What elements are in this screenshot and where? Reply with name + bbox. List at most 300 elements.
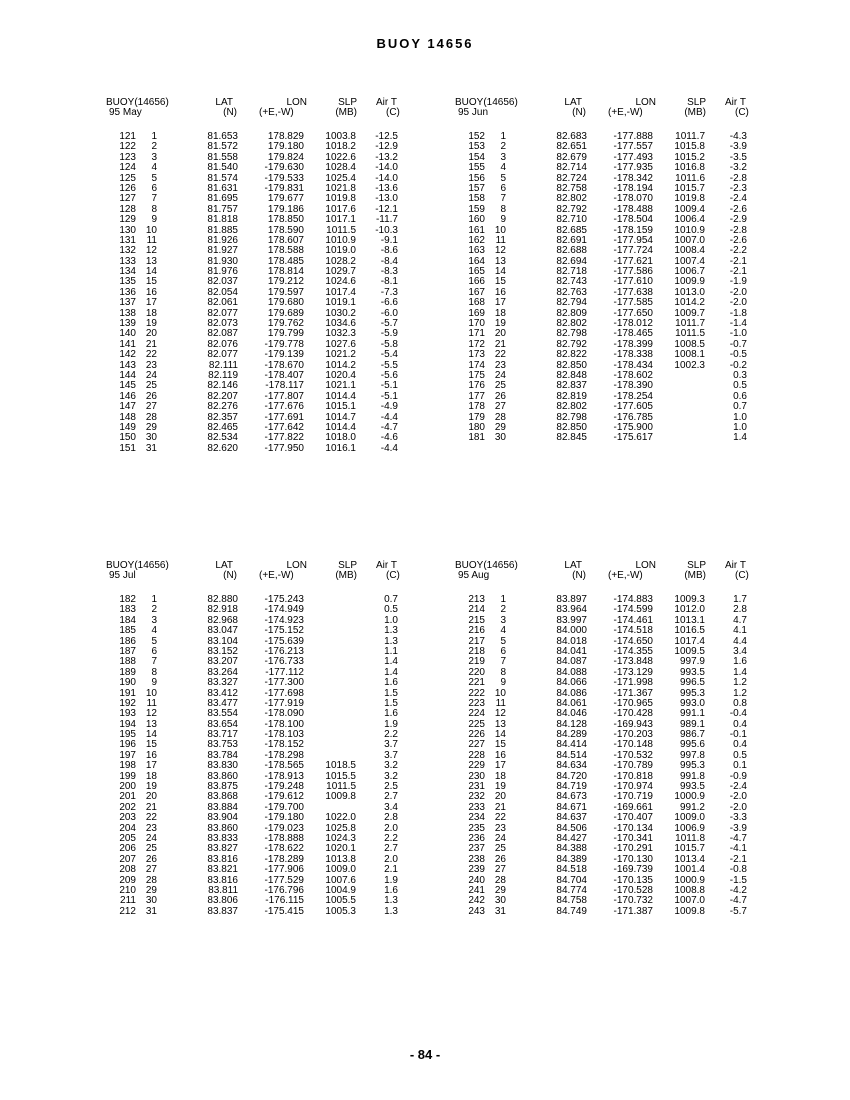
air-temperature-cell: -1.0	[729, 328, 747, 340]
longitude-cell: -178.622	[264, 843, 304, 855]
day-of-month-cell: 20	[145, 328, 157, 340]
sea-level-pressure-cell: 1020.1	[325, 843, 356, 855]
air-temperature-cell: 2.2	[384, 729, 398, 741]
sea-level-pressure-cell: 1007.4	[674, 255, 705, 267]
day-of-month-cell: 8	[500, 203, 506, 215]
latitude-cell: 83.327	[207, 677, 238, 689]
day-of-year-cell: 125	[119, 172, 136, 184]
longitude-cell: -178.488	[613, 203, 653, 215]
day-of-year-cell: 222	[468, 687, 485, 699]
header-slp: SLP	[338, 97, 357, 108]
day-of-year-cell: 173	[468, 349, 485, 361]
air-temperature-cell: -0.7	[729, 338, 747, 350]
sea-level-pressure-cell: 1009.5	[674, 645, 705, 657]
longitude-cell: -171.367	[613, 687, 653, 699]
longitude-cell: -170.528	[613, 884, 653, 896]
longitude-cell: -170.428	[613, 708, 653, 720]
day-of-year-cell: 223	[468, 697, 485, 709]
air-temperature-cell: -4.9	[380, 401, 398, 413]
sea-level-pressure-cell: 1019.0	[325, 245, 356, 257]
day-of-month-cell: 1	[500, 131, 506, 142]
air-temperature-cell: -11.7	[375, 214, 398, 226]
air-temperature-cell: -12.9	[375, 141, 398, 153]
day-of-year-cell: 230	[468, 770, 485, 782]
day-of-year-cell: 204	[119, 822, 136, 834]
sea-level-pressure-cell: 1019.8	[325, 193, 356, 205]
latitude-cell: 83.830	[207, 760, 238, 772]
latitude-cell: 82.037	[207, 276, 238, 288]
table-row	[106, 865, 426, 875]
sea-level-pressure-cell: 1022.0	[325, 812, 356, 824]
latitude-cell: 83.884	[207, 801, 238, 813]
air-temperature-cell: -2.1	[729, 853, 747, 865]
air-temperature-cell: 2.8	[384, 812, 398, 824]
longitude-cell: 179.824	[267, 151, 304, 163]
latitude-cell: 82.691	[556, 234, 587, 246]
day-of-year-cell: 147	[119, 401, 136, 413]
latitude-cell: 81.927	[207, 245, 238, 257]
air-temperature-cell: -4.4	[380, 442, 398, 454]
latitude-cell: 83.753	[207, 739, 238, 751]
longitude-cell: -178.070	[613, 193, 653, 205]
latitude-cell: 84.414	[556, 739, 587, 751]
latitude-cell: 82.743	[556, 276, 587, 288]
day-of-month-cell: 2	[151, 604, 157, 616]
sea-level-pressure-cell: 1011.5	[326, 781, 356, 793]
header-id: BUOY(14656)	[455, 560, 518, 571]
day-of-month-cell: 30	[145, 432, 157, 444]
latitude-cell: 84.066	[556, 677, 587, 689]
longitude-cell: -175.415	[264, 905, 304, 917]
latitude-cell: 82.111	[208, 359, 238, 371]
sea-level-pressure-cell: 1014.2	[325, 359, 356, 371]
air-temperature-cell: 2.2	[384, 832, 398, 844]
air-temperature-cell: -8.6	[380, 245, 398, 257]
day-of-year-cell: 227	[468, 739, 485, 751]
sea-level-pressure-cell: 986.7	[679, 729, 705, 741]
day-of-year-cell: 220	[468, 666, 485, 678]
latitude-cell: 82.620	[207, 442, 238, 454]
sea-level-pressure-cell: 1020.4	[325, 369, 356, 381]
latitude-cell: 83.897	[556, 594, 587, 605]
longitude-cell: -177.676	[264, 401, 304, 413]
longitude-cell: -170.789	[613, 760, 653, 772]
air-temperature-cell: -3.9	[729, 141, 747, 153]
sea-level-pressure-cell: 1011.7	[675, 318, 705, 330]
air-temperature-cell: -0.5	[729, 349, 747, 361]
day-of-month-cell: 19	[145, 318, 157, 330]
latitude-cell: 82.077	[207, 349, 238, 361]
latitude-cell: 83.833	[207, 832, 238, 844]
day-of-year-cell: 168	[468, 297, 485, 309]
latitude-cell: 81.926	[207, 234, 238, 246]
longitude-cell: -179.139	[264, 349, 304, 361]
day-of-month-cell: 24	[494, 832, 506, 844]
air-temperature-cell: -2.8	[729, 224, 747, 236]
day-of-month-cell: 4	[500, 625, 506, 637]
latitude-cell: 84.518	[556, 864, 587, 876]
day-of-month-cell: 20	[494, 791, 506, 803]
day-of-year-cell: 129	[119, 214, 136, 226]
latitude-cell: 83.104	[207, 635, 238, 647]
day-of-year-cell: 183	[119, 604, 136, 616]
day-of-year-cell: 163	[468, 245, 485, 257]
day-of-year-cell: 148	[119, 411, 136, 423]
day-of-month-cell: 22	[145, 812, 157, 824]
latitude-cell: 82.837	[556, 380, 587, 392]
longitude-cell: -170.130	[613, 853, 653, 865]
air-temperature-cell: 2.8	[733, 604, 747, 616]
sea-level-pressure-cell: 1009.9	[674, 276, 705, 288]
day-of-month-cell: 17	[494, 297, 506, 309]
latitude-cell: 82.822	[556, 349, 587, 361]
latitude-cell: 84.720	[556, 770, 587, 782]
day-of-month-cell: 24	[145, 832, 157, 844]
day-of-year-cell: 214	[468, 604, 485, 616]
day-of-year-cell: 165	[468, 266, 485, 278]
air-temperature-cell: -10.3	[375, 224, 398, 236]
air-temperature-cell: 2.1	[384, 864, 398, 876]
longitude-cell: -171.387	[613, 905, 653, 917]
longitude-cell: 179.212	[267, 276, 304, 288]
latitude-cell: 83.784	[207, 749, 238, 761]
air-temperature-cell: 1.6	[384, 884, 398, 896]
sea-level-pressure-cell: 1016.8	[674, 162, 705, 174]
day-of-month-cell: 15	[145, 276, 157, 288]
header-air-unit: (C)	[735, 570, 749, 582]
longitude-cell: -174.949	[264, 604, 304, 616]
day-of-month-cell: 13	[494, 255, 506, 267]
day-of-month-cell: 15	[494, 739, 506, 751]
longitude-cell: -171.998	[613, 677, 653, 689]
air-temperature-cell: 1.0	[733, 421, 747, 433]
day-of-year-cell: 209	[119, 874, 136, 886]
day-of-year-cell: 164	[468, 255, 485, 267]
day-of-year-cell: 136	[119, 286, 136, 298]
day-of-year-cell: 205	[119, 832, 136, 844]
header-air: Air T	[376, 560, 397, 571]
longitude-cell: -176.733	[264, 656, 304, 668]
latitude-cell: 83.654	[207, 718, 238, 730]
latitude-cell: 83.964	[556, 604, 587, 616]
air-temperature-cell: -2.2	[729, 245, 747, 257]
day-of-month-cell: 23	[145, 822, 157, 834]
longitude-cell: -170.732	[613, 895, 653, 907]
air-temperature-cell: 2.5	[384, 781, 398, 793]
day-of-month-cell: 6	[500, 645, 506, 657]
longitude-cell: -176.785	[613, 411, 653, 423]
air-temperature-cell: -6.0	[380, 307, 398, 319]
day-of-year-cell: 202	[119, 801, 136, 813]
latitude-cell: 81.818	[207, 214, 238, 226]
latitude-cell: 84.046	[556, 708, 587, 720]
air-temperature-cell: 2.0	[384, 822, 398, 834]
longitude-cell: -177.300	[264, 677, 304, 689]
day-of-month-cell: 14	[145, 729, 157, 741]
longitude-cell: -170.291	[613, 843, 653, 855]
day-of-month-cell: 7	[500, 193, 506, 205]
day-of-year-cell: 162	[468, 234, 485, 246]
air-temperature-cell: 3.2	[384, 760, 398, 772]
longitude-cell: -178.913	[264, 770, 304, 782]
latitude-cell: 84.514	[556, 749, 587, 761]
sea-level-pressure-cell: 991.2	[679, 801, 705, 813]
day-of-month-cell: 25	[494, 843, 506, 855]
day-of-month-cell: 5	[500, 635, 506, 647]
day-of-year-cell: 218	[468, 645, 485, 657]
header-air: Air T	[725, 97, 746, 108]
longitude-cell: -174.650	[613, 635, 653, 647]
sea-level-pressure-cell: 1011.5	[326, 224, 356, 236]
sea-level-pressure-cell: 1017.6	[325, 203, 356, 215]
longitude-cell: -178.159	[613, 224, 653, 236]
day-of-month-cell: 7	[151, 656, 157, 668]
sea-level-pressure-cell: 1006.7	[674, 266, 705, 278]
sea-level-pressure-cell: 1019.8	[674, 193, 705, 205]
sea-level-pressure-cell: 1015.8	[674, 141, 705, 153]
latitude-cell: 82.798	[556, 328, 587, 340]
air-temperature-cell: 3.7	[384, 739, 398, 751]
day-of-year-cell: 175	[468, 369, 485, 381]
longitude-cell: -177.586	[613, 266, 653, 278]
day-of-year-cell: 216	[468, 625, 485, 637]
air-temperature-cell: 3.4	[733, 645, 747, 657]
air-temperature-cell: -0.9	[729, 770, 747, 782]
longitude-cell: 178.485	[267, 255, 304, 267]
longitude-cell: -177.112	[265, 666, 304, 678]
longitude-cell: 179.677	[267, 193, 304, 205]
header-id: BUOY(14656)	[106, 560, 169, 571]
latitude-cell: 81.885	[207, 224, 238, 236]
latitude-cell: 84.506	[556, 822, 587, 834]
air-temperature-cell: -5.9	[380, 328, 398, 340]
day-of-month-cell: 23	[145, 359, 157, 371]
day-of-year-cell: 167	[468, 286, 485, 298]
table-body	[106, 132, 426, 454]
air-temperature-cell: -0.4	[729, 708, 747, 720]
air-temperature-cell: -2.6	[729, 203, 747, 215]
day-of-year-cell: 187	[119, 645, 136, 657]
latitude-cell: 82.758	[556, 182, 587, 194]
header-slp-unit: (MB)	[684, 107, 706, 119]
day-of-month-cell: 30	[494, 895, 506, 907]
air-temperature-cell: -14.0	[375, 172, 398, 184]
air-temperature-cell: -4.7	[380, 421, 398, 433]
longitude-cell: -177.529	[264, 874, 304, 886]
day-of-year-cell: 215	[468, 614, 485, 626]
day-of-year-cell: 236	[468, 832, 485, 844]
day-of-month-cell: 22	[494, 812, 506, 824]
header-id: BUOY(14656)	[106, 97, 169, 108]
longitude-cell: -175.900	[613, 421, 653, 433]
longitude-cell: -177.954	[613, 234, 653, 246]
day-of-month-cell: 20	[494, 328, 506, 340]
day-of-year-cell: 212	[119, 905, 136, 917]
sea-level-pressure-cell: 997.8	[679, 749, 705, 761]
day-of-month-cell: 12	[494, 708, 506, 720]
longitude-cell: 179.680	[267, 297, 304, 309]
day-of-month-cell: 15	[145, 739, 157, 751]
sea-level-pressure-cell: 1019.1	[325, 297, 356, 309]
day-of-year-cell: 213	[468, 594, 485, 605]
header-lon-unit: (+E,-W)	[608, 107, 643, 119]
day-of-month-cell: 28	[145, 411, 157, 423]
latitude-cell: 81.757	[207, 203, 238, 215]
day-of-month-cell: 25	[494, 380, 506, 392]
day-of-month-cell: 21	[145, 801, 157, 813]
day-of-month-cell: 4	[500, 162, 506, 174]
latitude-cell: 81.631	[207, 182, 238, 194]
day-of-month-cell: 9	[151, 214, 157, 226]
sea-level-pressure-cell: 1016.5	[674, 625, 705, 637]
longitude-cell: -178.298	[264, 749, 304, 761]
header-lon: LON	[635, 560, 656, 571]
day-of-year-cell: 195	[119, 729, 136, 741]
table-body	[455, 132, 775, 444]
day-of-month-cell: 16	[145, 286, 157, 298]
day-of-month-cell: 2	[500, 141, 506, 153]
day-of-month-cell: 13	[145, 718, 157, 730]
page-number: - 84 -	[409, 1047, 441, 1062]
day-of-month-cell: 4	[151, 625, 157, 637]
air-temperature-cell: -0.2	[729, 359, 747, 371]
latitude-cell: 84.018	[556, 635, 587, 647]
day-of-month-cell: 28	[145, 874, 157, 886]
latitude-cell: 83.806	[207, 895, 238, 907]
day-of-month-cell: 31	[494, 905, 506, 917]
table-row	[455, 626, 775, 636]
day-of-year-cell: 243	[468, 905, 485, 917]
day-of-year-cell: 161	[468, 224, 485, 236]
sea-level-pressure-cell: 1002.3	[674, 359, 705, 371]
sea-level-pressure-cell: 1021.1	[325, 380, 356, 392]
day-of-month-cell: 21	[494, 338, 506, 350]
table-header	[455, 98, 775, 122]
air-temperature-cell: -1.5	[729, 874, 747, 886]
longitude-cell: 179.180	[267, 141, 304, 153]
longitude-cell: -170.719	[613, 791, 653, 803]
latitude-cell: 83.868	[207, 791, 238, 803]
sea-level-pressure-cell: 995.3	[679, 687, 705, 699]
latitude-cell: 82.076	[207, 338, 238, 350]
latitude-cell: 83.554	[207, 708, 238, 720]
air-temperature-cell: -4.2	[729, 884, 747, 896]
day-of-month-cell: 18	[145, 770, 157, 782]
longitude-cell: -176.213	[264, 645, 304, 657]
air-temperature-cell: 1.0	[384, 614, 398, 626]
day-of-year-cell: 131	[119, 234, 136, 246]
day-of-year-cell: 221	[468, 677, 485, 689]
latitude-cell: 82.792	[556, 203, 587, 215]
header-lat: LAT	[564, 97, 582, 108]
latitude-cell: 84.087	[556, 656, 587, 668]
latitude-cell: 83.875	[207, 781, 238, 793]
air-temperature-cell: -4.4	[380, 411, 398, 423]
latitude-cell: 81.572	[207, 141, 238, 153]
longitude-cell: -178.407	[264, 369, 304, 381]
longitude-cell: -170.965	[613, 697, 653, 709]
day-of-year-cell: 184	[119, 614, 136, 626]
latitude-cell: 84.671	[556, 801, 587, 813]
latitude-cell: 82.534	[207, 432, 238, 444]
air-temperature-cell: -1.9	[729, 276, 747, 288]
day-of-year-cell: 182	[119, 594, 136, 605]
day-of-month-cell: 25	[145, 843, 157, 855]
sea-level-pressure-cell: 1004.9	[325, 884, 356, 896]
day-of-month-cell: 24	[145, 369, 157, 381]
latitude-cell: 83.816	[207, 853, 238, 865]
day-of-month-cell: 11	[495, 697, 506, 709]
air-temperature-cell: 0.4	[733, 739, 747, 751]
day-of-month-cell: 10	[145, 687, 157, 699]
latitude-cell: 84.086	[556, 687, 587, 699]
air-temperature-cell: -12.1	[375, 203, 398, 215]
header-air: Air T	[725, 560, 746, 571]
air-temperature-cell: 0.6	[733, 390, 747, 402]
longitude-cell: 179.762	[267, 318, 304, 330]
day-of-month-cell: 11	[146, 697, 157, 709]
day-of-year-cell: 179	[468, 411, 485, 423]
day-of-month-cell: 1	[151, 594, 157, 605]
longitude-cell: 178.850	[267, 214, 304, 226]
longitude-cell: 178.607	[267, 234, 304, 246]
longitude-cell: -178.254	[613, 390, 653, 402]
air-temperature-cell: -2.0	[729, 801, 747, 813]
header-lat: LAT	[215, 560, 233, 571]
day-of-month-cell: 22	[145, 349, 157, 361]
air-temperature-cell: -7.3	[380, 286, 398, 298]
day-of-year-cell: 237	[468, 843, 485, 855]
longitude-cell: -173.129	[613, 666, 653, 678]
air-temperature-cell: -0.1	[729, 729, 747, 741]
air-temperature-cell: 0.1	[733, 760, 747, 772]
day-of-month-cell: 2	[500, 604, 506, 616]
sea-level-pressure-cell: 1005.3	[325, 905, 356, 917]
longitude-cell: -169.943	[613, 718, 653, 730]
air-temperature-cell: 2.7	[384, 843, 398, 855]
day-of-year-cell: 207	[119, 853, 136, 865]
day-of-month-cell: 19	[494, 318, 506, 330]
latitude-cell: 84.000	[556, 625, 587, 637]
day-of-month-cell: 18	[145, 307, 157, 319]
day-of-month-cell: 17	[494, 760, 506, 772]
day-of-year-cell: 239	[468, 864, 485, 876]
latitude-cell: 82.694	[556, 255, 587, 267]
day-of-month-cell: 24	[494, 369, 506, 381]
latitude-cell: 84.637	[556, 812, 587, 824]
sea-level-pressure-cell: 1014.7	[325, 411, 356, 423]
header-period: 95 Jul	[109, 570, 136, 582]
longitude-cell: -178.602	[613, 369, 653, 381]
day-of-year-cell: 152	[468, 131, 485, 142]
latitude-cell: 84.719	[556, 781, 587, 793]
day-of-year-cell: 135	[119, 276, 136, 288]
latitude-cell: 82.146	[207, 380, 238, 392]
air-temperature-cell: 0.5	[733, 749, 747, 761]
sea-level-pressure-cell: 1028.4	[325, 162, 356, 174]
longitude-cell: -177.724	[613, 245, 653, 257]
day-of-year-cell: 174	[468, 359, 485, 371]
day-of-year-cell: 228	[468, 749, 485, 761]
air-temperature-cell: 1.7	[733, 594, 747, 605]
day-of-month-cell: 8	[151, 666, 157, 678]
day-of-month-cell: 27	[145, 401, 157, 413]
day-of-year-cell: 242	[468, 895, 485, 907]
day-of-month-cell: 4	[151, 162, 157, 174]
air-temperature-cell: -3.5	[729, 151, 747, 163]
longitude-cell: 178.814	[267, 266, 304, 278]
day-of-month-cell: 27	[145, 864, 157, 876]
